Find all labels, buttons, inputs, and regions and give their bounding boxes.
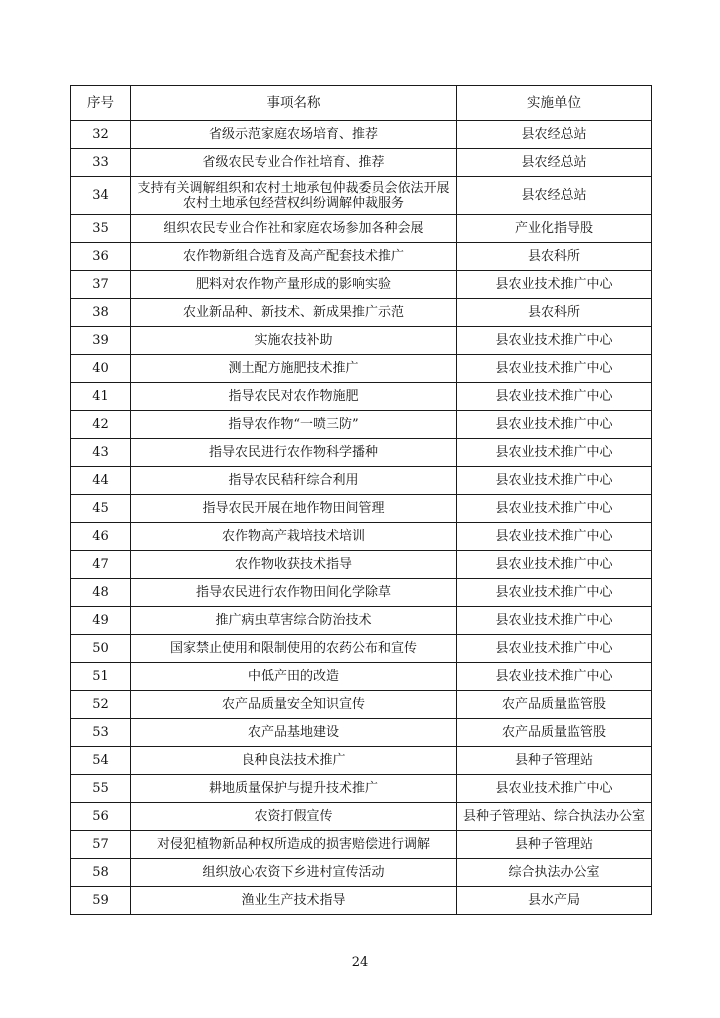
cell-item-name: 推广病虫草害综合防治技术: [131, 607, 457, 635]
table-row: [71, 551, 652, 579]
table-row: [71, 243, 652, 271]
table-row: [71, 579, 652, 607]
cell-item-name: 支持有关调解组织和农村土地承包仲裁委员会依法开展农村土地承包经营权纠纷调解仲裁服务: [131, 177, 457, 215]
cell-item-name: 渔业生产技术指导: [131, 887, 457, 915]
cell-item-name: 农作物高产栽培技术培训: [131, 523, 457, 551]
cell-unit: 县农业技术推广中心: [457, 467, 652, 495]
cell-item-name: 指导农民开展在地作物田间管理: [131, 495, 457, 523]
cell-number: 44: [71, 467, 131, 495]
cell-number: 39: [71, 327, 131, 355]
table-row: [71, 439, 652, 467]
cell-item-name: 指导农民秸秆综合利用: [131, 467, 457, 495]
cell-unit: 农产品质量监管股: [457, 691, 652, 719]
cell-unit: 县农业技术推广中心: [457, 551, 652, 579]
cell-unit: 县农业技术推广中心: [457, 523, 652, 551]
table-row: [71, 523, 652, 551]
table-row: [71, 215, 652, 243]
cell-unit: 县农经总站: [457, 177, 652, 215]
cell-item-name: 农作物收获技术指导: [131, 551, 457, 579]
cell-unit: 县水产局: [457, 887, 652, 915]
cell-number: 49: [71, 607, 131, 635]
cell-item-name: 农资打假宣传: [131, 803, 457, 831]
cell-item-name: 指导农作物“一喷三防”: [131, 411, 457, 439]
table-row: [71, 299, 652, 327]
cell-number: 38: [71, 299, 131, 327]
cell-number: 58: [71, 859, 131, 887]
cell-number: 47: [71, 551, 131, 579]
table-row: [71, 803, 652, 831]
cell-unit: 县农业技术推广中心: [457, 383, 652, 411]
table-row: [71, 719, 652, 747]
cell-unit: 县种子管理站: [457, 831, 652, 859]
cell-item-name: 农产品基地建设: [131, 719, 457, 747]
cell-number: 46: [71, 523, 131, 551]
cell-unit: 县农业技术推广中心: [457, 495, 652, 523]
cell-item-name: 测土配方施肥技术推广: [131, 355, 457, 383]
cell-number: 36: [71, 243, 131, 271]
cell-item-name: 中低产田的改造: [131, 663, 457, 691]
cell-unit: 县种子管理站、综合执法办公室: [457, 803, 652, 831]
table-row: [71, 467, 652, 495]
cell-number: 42: [71, 411, 131, 439]
cell-item-name: 组织放心农资下乡进村宣传活动: [131, 859, 457, 887]
cell-number: 53: [71, 719, 131, 747]
cell-unit: 县农业技术推广中心: [457, 439, 652, 467]
cell-number: 35: [71, 215, 131, 243]
cell-number: 55: [71, 775, 131, 803]
table-row: [71, 607, 652, 635]
cell-number: 50: [71, 635, 131, 663]
table-row: [71, 355, 652, 383]
cell-number: 34: [71, 177, 131, 215]
cell-number: 37: [71, 271, 131, 299]
cell-unit: 产业化指导股: [457, 215, 652, 243]
table-row: [71, 775, 652, 803]
cell-item-name: 省级农民专业合作社培育、推荐: [131, 149, 457, 177]
cell-item-name: 省级示范家庭农场培育、推荐: [131, 121, 457, 149]
cell-unit: 县农科所: [457, 243, 652, 271]
table-row: [71, 747, 652, 775]
cell-item-name: 组织农民专业合作社和家庭农场参加各种会展: [131, 215, 457, 243]
cell-item-name: 肥料对农作物产量形成的影响实验: [131, 271, 457, 299]
table-row: [71, 411, 652, 439]
header-number: 序号: [71, 86, 131, 121]
cell-number: 54: [71, 747, 131, 775]
cell-unit: 县农业技术推广中心: [457, 271, 652, 299]
header-unit: 实施单位: [457, 86, 652, 121]
cell-number: 51: [71, 663, 131, 691]
table-row: [71, 635, 652, 663]
table-row: [71, 177, 652, 215]
cell-number: 52: [71, 691, 131, 719]
table-body: [71, 121, 652, 915]
cell-number: 56: [71, 803, 131, 831]
table-header-row: [71, 86, 652, 121]
table-row: [71, 691, 652, 719]
cell-number: 45: [71, 495, 131, 523]
table-row: [71, 121, 652, 149]
cell-number: 43: [71, 439, 131, 467]
cell-item-name: 指导农民进行农作物科学播种: [131, 439, 457, 467]
cell-unit: 县农业技术推广中心: [457, 663, 652, 691]
page-number: 24: [351, 955, 369, 970]
table-row: [71, 383, 652, 411]
cell-unit: 县农经总站: [457, 149, 652, 177]
cell-unit: 县农业技术推广中心: [457, 355, 652, 383]
cell-item-name: 国家禁止使用和限制使用的农药公布和宣传: [131, 635, 457, 663]
cell-unit: 县种子管理站: [457, 747, 652, 775]
cell-item-name: 实施农技补助: [131, 327, 457, 355]
cell-number: 48: [71, 579, 131, 607]
cell-unit: 县农经总站: [457, 121, 652, 149]
cell-item-name: 农作物新组合选育及高产配套技术推广: [131, 243, 457, 271]
items-table: [70, 85, 652, 915]
table-row: [71, 859, 652, 887]
cell-item-name: 对侵犯植物新品种权所造成的损害赔偿进行调解: [131, 831, 457, 859]
cell-number: 40: [71, 355, 131, 383]
cell-unit: 农产品质量监管股: [457, 719, 652, 747]
table-row: [71, 495, 652, 523]
cell-item-name: 农产品质量安全知识宣传: [131, 691, 457, 719]
cell-unit: 县农业技术推广中心: [457, 411, 652, 439]
cell-item-name: 良种良法技术推广: [131, 747, 457, 775]
table-row: [71, 663, 652, 691]
table-row: [71, 149, 652, 177]
cell-unit: 县农业技术推广中心: [457, 635, 652, 663]
cell-item-name: 农业新品种、新技术、新成果推广示范: [131, 299, 457, 327]
cell-number: 32: [71, 121, 131, 149]
cell-unit: 综合执法办公室: [457, 859, 652, 887]
cell-unit: 县农业技术推广中心: [457, 775, 652, 803]
cell-item-name: 耕地质量保护与提升技术推广: [131, 775, 457, 803]
cell-number: 41: [71, 383, 131, 411]
cell-unit: 县农业技术推广中心: [457, 607, 652, 635]
cell-item-name: 指导农民对农作物施肥: [131, 383, 457, 411]
table-row: [71, 271, 652, 299]
cell-item-name: 指导农民进行农作物田间化学除草: [131, 579, 457, 607]
cell-unit: 县农科所: [457, 299, 652, 327]
table-row: [71, 831, 652, 859]
cell-unit: 县农业技术推广中心: [457, 327, 652, 355]
header-item-name: 事项名称: [131, 86, 457, 121]
cell-unit: 县农业技术推广中心: [457, 579, 652, 607]
cell-number: 57: [71, 831, 131, 859]
cell-number: 59: [71, 887, 131, 915]
cell-number: 33: [71, 149, 131, 177]
table-row: [71, 887, 652, 915]
table-row: [71, 327, 652, 355]
